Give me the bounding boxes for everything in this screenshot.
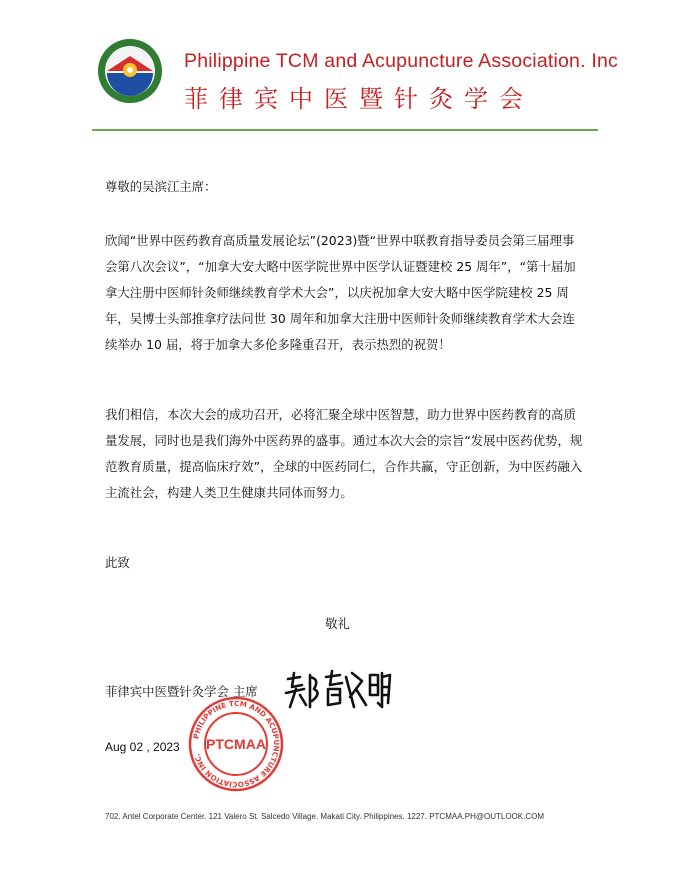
letter-regards: 敬礼 (325, 616, 350, 631)
letter-date: Aug 02 , 2023 (105, 740, 180, 754)
seal-center-text: PTCMAA (206, 736, 266, 752)
seal-ring-text: PHILIPPINE TCM AND ACUPUNCTURE ASSOCIATION INC. (191, 698, 282, 790)
association-emblem-icon (97, 38, 163, 104)
signatory-title: 菲律宾中医暨针灸学会 主席 (105, 684, 258, 699)
letter-paragraph-2: 我们相信，本次大会的成功召开，必将汇聚全球中医智慧，助力世界中医药教育的高质量发展，同时也是我们海外中医药界的盛事。通过本次大会的宗旨“发展中医药优势，规范教育质量，提高临床疗效”，全球的中医药同仁，合作共赢，守正创新，为中医药融入主流社会，构建人类卫生健康共同体而努力。 (105, 407, 583, 500)
letter-closing: 此致 (105, 555, 130, 570)
footer-address: 702. Antel Corporate Center. 121 Valero St. Salcedo Village. Makati City. Philippines. 1227. PTCMAA.PH@OUTLOOK.COM (105, 812, 544, 821)
letter-paragraph-1: 欣闻“世界中医药教育高质量发展论坛”(2023)暨“世界中联教育指导委员会第三届理事会第八次会议”，“加拿大安大略中医学院世界中医学认证暨建校 25 周年”，“第十届加拿大注册中医师针灸师继续教育学术大会”，以庆祝加拿大安大略中医学院建校 25 周年，吴博士头部推拿疗法问世 30 周年和加拿大注册中医师针灸师继续教育学术大会连续举办 10 届，将于加拿大多伦多隆重召开，表示热烈的祝贺！ (105, 233, 576, 352)
letter-greeting: 尊敬的吴滨江主席： (105, 179, 217, 194)
handwritten-signature (282, 667, 392, 711)
organization-name-english: Philippine TCM and Acupuncture Association. Inc (184, 50, 618, 72)
association-seal-stamp (188, 696, 284, 792)
header-divider (92, 129, 598, 131)
organization-name-chinese: 菲律宾中医暨针灸学会 (184, 85, 534, 113)
